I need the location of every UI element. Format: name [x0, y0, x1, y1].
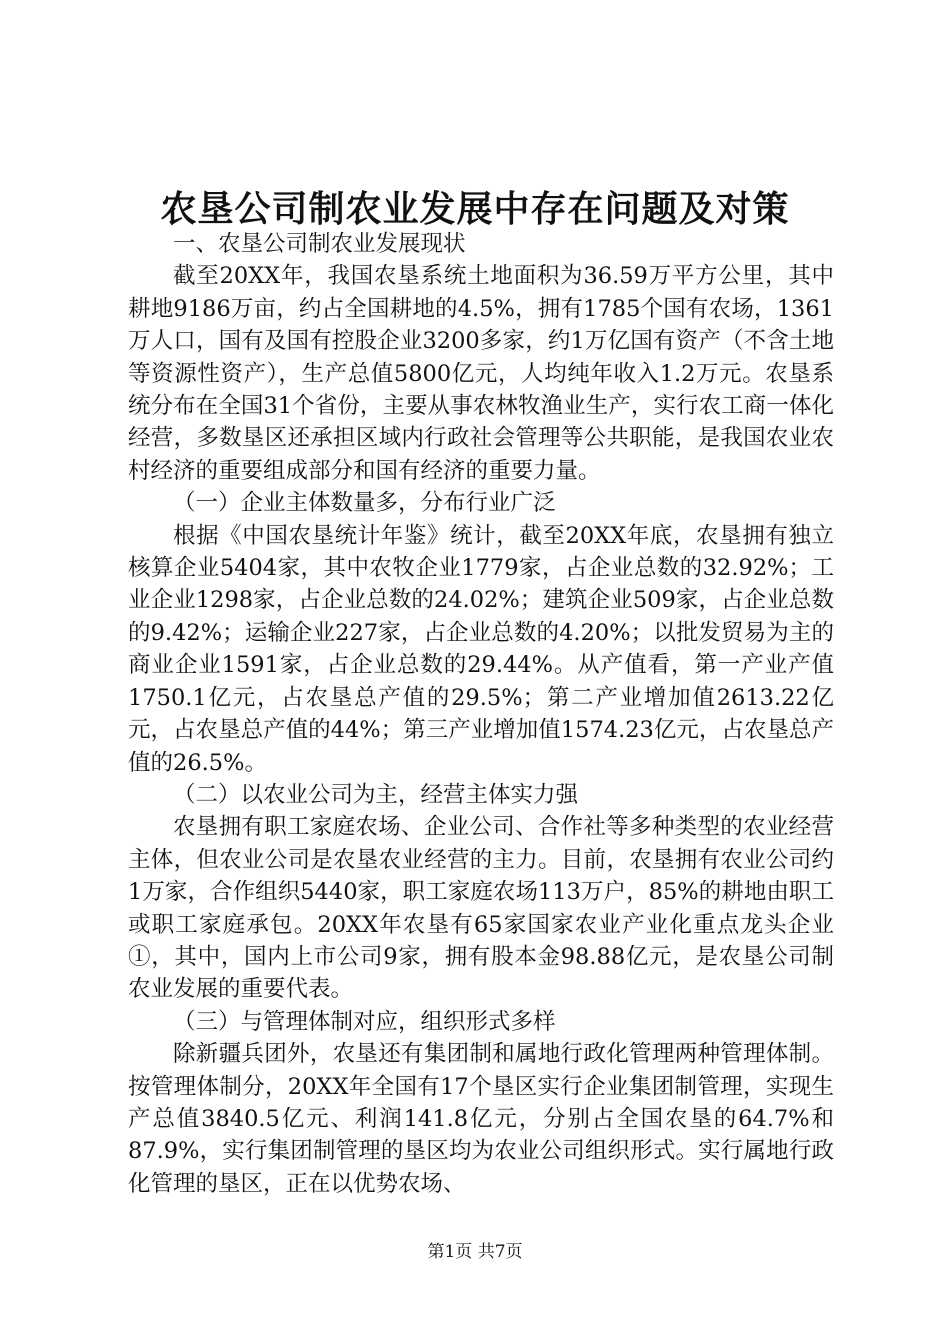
document-body — [128, 228, 834, 1200]
paragraph: 农垦拥有职工家庭农场、企业公司、合作社等多种类型的农业经营主体，但农业公司是农垦农业经营的主力。目前，农垦拥有农业公司约1万家，合作组织5440家，职工家庭农场113万户，85%的耕地由职工或职工家庭承包。20XX年农垦有65家国家农业产业化重点龙头企业①，其中，国内上市公司9家，拥有股本金98.88亿元，是农垦公司制农业发展的重要代表。 — [128, 814, 834, 1003]
page-footer: 第1页 共7页 — [427, 1242, 523, 1262]
paragraph: 除新疆兵团外，农垦还有集团制和属地行政化管理两种管理体制。按管理体制分，20XX年全国有17个垦区实行企业集团制管理，实现生产总值3840.5亿元、利润141.8亿元，分别占全国农垦的64.7%和87.9%，实行集团制管理的垦区均为农业公司组织形式。实行属地行政化管理的垦区，正在以优势农场、 — [128, 1041, 834, 1197]
subsection-heading: （三）与管理体制对应，组织形式多样 — [173, 1008, 556, 1035]
document-title: 农垦公司制农业发展中存在问题及对策 — [160, 188, 790, 230]
subsection-heading: （一）企业主体数量多，分布行业广泛 — [173, 490, 556, 517]
paragraph: 截至20XX年，我国农垦系统土地面积为36.59万平方公里，其中耕地9186万亩，约占全国耕地的4.5%，拥有1785个国有农场，1361万人口，国有及国有控股企业3200多家，约1万亿国有资产（不含土地等资源性资产），生产总值5800亿元，人均纯年收入1.2万元。农垦系统分布在全国31个省份，主要从事农林牧渔业生产，实行农工商一体化经营，多数垦区还承担区域内行政社会管理等公共职能，是我国农业农村经济的重要组成部分和国有经济的重要力量。 — [128, 263, 834, 484]
paragraph: 根据《中国农垦统计年鉴》统计，截至20XX年底，农垦拥有独立核算企业5404家，其中农牧企业1779家，占企业总数的32.92%；工业企业1298家，占企业总数的24.02%；建筑企业509家，占企业总数的9.42%；运输企业227家，占企业总数的4.20%；以批发贸易为主的商业企业1591家，占企业总数的29.44%。从产值看，第一产业产值1750.1亿元，占农垦总产值的29.5%；第二产业增加值2613.22亿元，占农垦总产值的44%；第三产业增加值1574.23亿元，占农垦总产值的26.5%。 — [128, 522, 834, 776]
section-heading: 一、农垦公司制农业发展现状 — [173, 231, 466, 257]
subsection-heading: （二）以农业公司为主，经营主体实力强 — [173, 781, 579, 808]
